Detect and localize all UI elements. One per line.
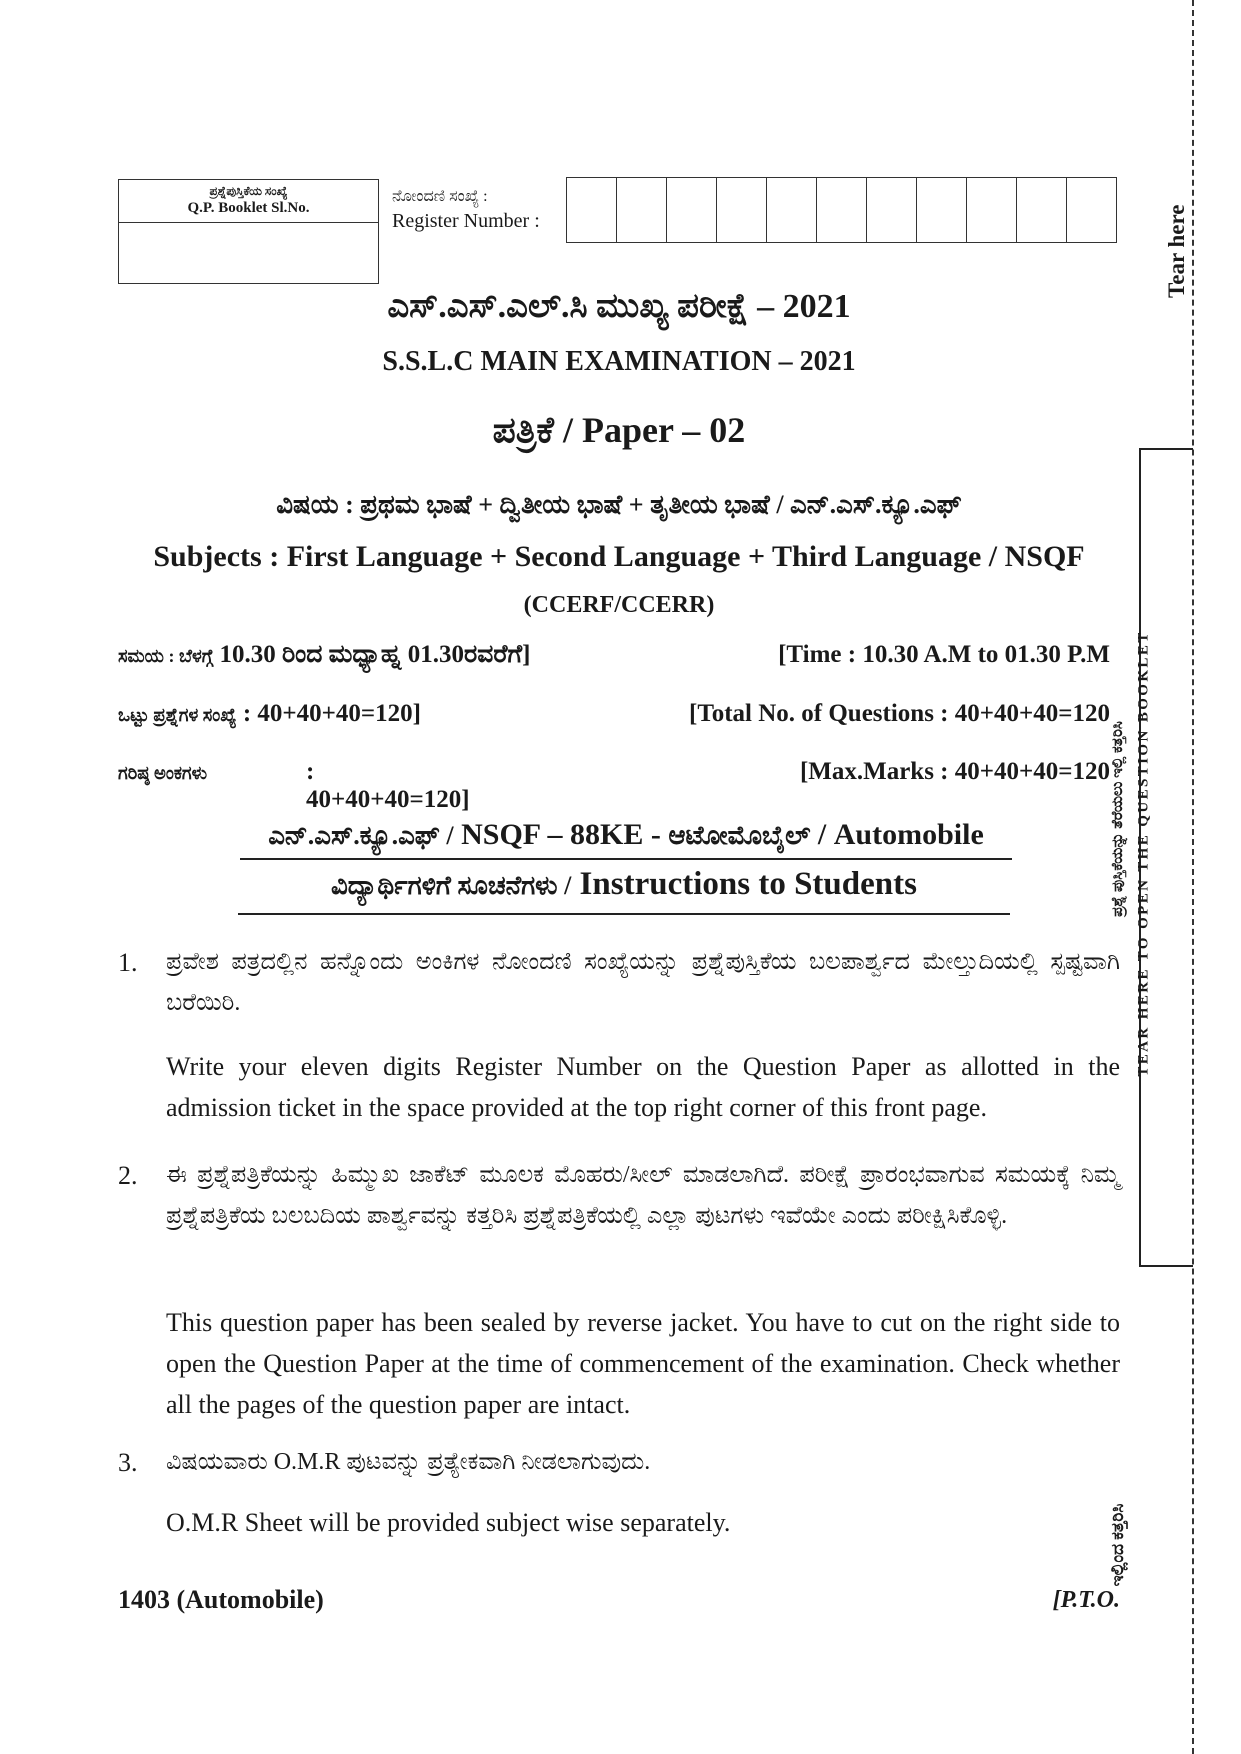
- time-label-kn: ಸಮಯ : ಬೆಳಗ್ಗೆ: [118, 646, 214, 666]
- paper-code-footer: 1403 (Automobile): [118, 1585, 324, 1614]
- register-digit-box[interactable]: [817, 178, 867, 242]
- booklet-label-kn: ಪ್ರಶ್ನೆಪುಸ್ತಿಕೆಯ ಸಂಖ್ಯೆ: [209, 184, 288, 198]
- tear-instruction-kn: ಪ್ರಶ್ನೆ ಪುಸ್ತಿಕೆಯನ್ನು ತೆರೆಯಲು ಇಲ್ಲಿ ಕತ್ತರಿಸಿ: [1110, 721, 1126, 917]
- instructions-heading-en: Instructions to Students: [579, 866, 917, 902]
- register-digit-box[interactable]: [717, 178, 767, 242]
- questions-row: [118, 700, 1110, 734]
- cut-here-kn: ಇಲ್ಲಿಂದ ಕತ್ತರಿಸಿ: [1108, 1503, 1127, 1587]
- subject-line-en: / Automobile: [817, 818, 984, 851]
- register-digit-box[interactable]: [867, 178, 917, 242]
- register-label-kn: ನೋಂದಣಿ ಸಂಖ್ಯೆ :: [392, 188, 488, 205]
- exam-title-kn: ಎಸ್.ಎಸ್.ಎಲ್.ಸಿ ಮುಖ್ಯ ಪರೀಕ್ಷೆ – 2021: [387, 288, 851, 325]
- subject-line-kn-prefix: ಎನ್.ಎಸ್.ಕ್ಯೂ.ಎಫ್ /: [268, 821, 454, 850]
- register-digit-box[interactable]: [617, 178, 667, 242]
- time-value-en: [Time : 10.30 A.M to 01.30 P.M: [778, 641, 1110, 668]
- time-row: [118, 641, 1110, 675]
- instruction-number: 3.: [118, 1448, 138, 1477]
- questions-value-en: [Total No. of Questions : 40+40+40=120: [689, 700, 1110, 727]
- marks-value-kn: : 40+40+40=120]: [306, 758, 470, 813]
- marks-label-kn: ಗರಿಷ್ಠ ಅಂಕಗಳು: [118, 763, 208, 783]
- subject-code: (CCERF/CCERR): [523, 592, 715, 618]
- instruction-text-en: Write your eleven digits Register Number on the Question Paper as allotted in the admission ticket in the space provided at the top right corner of this front page.: [166, 1052, 1120, 1122]
- register-digit-box[interactable]: [667, 178, 717, 242]
- tear-here-label: Tear here: [1164, 204, 1189, 298]
- register-number-label: [392, 184, 540, 234]
- register-digit-box[interactable]: [767, 178, 817, 242]
- subjects-kn: ವಿಷಯ : ಪ್ರಥಮ ಭಾಷೆ + ದ್ವಿತೀಯ ಭಾಷೆ + ತೃತೀಯ ಭಾಷೆ / ಎನ್.ಎಸ್.ಕ್ಯೂ.ಎಫ್: [276, 490, 962, 519]
- booklet-label-en: Q.P. Booklet Sl.No.: [187, 200, 310, 216]
- marks-row: [118, 758, 1110, 813]
- instruction-text-kn: ಈ ಪ್ರಶ್ನೆಪತ್ರಿಕೆಯನ್ನು ಹಿಮ್ಮುಖ ಜಾಕೆಟ್ ಮೂಲಕ ಮೊಹರು/ಸೀಲ್ ಮಾಡಲಾಗಿದೆ. ಪರೀಕ್ಷೆ ಪ್ರಾರಂಭವಾಗುವ ಸಮಯಕ್ಕೆ ನಿಮ್ಮ ಪ್ರಶ್ನೆಪತ್ರಿಕೆಯ ಬಲಬದಿಯ ಪಾರ್ಶ್ವವನ್ನು ಕತ್ತರಿಸಿ ಪ್ರಶ್ನೆಪತ್ರಿಕೆಯಲ್ಲಿ ಎಲ್ಲಾ ಪುಟಗಳು ಇವೆಯೇ ಎಂದು ಪರೀಕ್ಷಿಸಿಕೊಳ್ಳಿ.: [166, 1162, 1120, 1229]
- questions-label-kn: ಒಟ್ಟು ಪ್ರಶ್ನೆಗಳ ಸಂಖ್ಯೆ: [118, 705, 237, 725]
- instructions-heading: [238, 866, 1010, 915]
- booklet-number-box: [118, 179, 379, 284]
- register-digit-box[interactable]: [917, 178, 967, 242]
- instruction-text-en: O.M.R Sheet will be provided subject wise separately.: [166, 1508, 731, 1537]
- subject-line: [240, 818, 1012, 860]
- time-value-kn: 10.30 ರಿಂದ ಮಧ್ಯಾಹ್ನ 01.30ರವರೆಗೆ]: [219, 641, 531, 668]
- booklet-number-label: [119, 180, 378, 223]
- exam-title-en: S.S.L.C MAIN EXAMINATION – 2021: [382, 346, 856, 377]
- questions-value-kn: : 40+40+40=120]: [242, 700, 421, 727]
- instruction-number: 1.: [118, 948, 138, 977]
- register-label-en: Register Number :: [392, 210, 540, 232]
- register-digit-box[interactable]: [567, 178, 617, 242]
- marks-value-en: [Max.Marks : 40+40+40=120: [799, 758, 1110, 785]
- instruction-text-kn: ಪ್ರವೇಶ ಪತ್ರದಲ್ಲಿನ ಹನ್ನೊಂದು ಅಂಕಿಗಳ ನೋಂದಣಿ ಸಂಖ್ಯೆಯನ್ನು ಪ್ರಶ್ನೆಪುಸ್ತಿಕೆಯ ಬಲಪಾರ್ಶ್ವದ ಮೇಲ್ತುದಿಯಲ್ಲಿ ಸ್ಪಷ್ಟವಾಗಿ ಬರೆಯಿರಿ.: [166, 949, 1120, 1016]
- register-number-boxes: [566, 177, 1117, 243]
- subject-line-kn-mid: ಆಟೋಮೊಬೈಲ್: [668, 821, 811, 850]
- instruction-text-en: This question paper has been sealed by reverse jacket. You have to cut on the right side to open the Question Paper at the time of commencement of the examination. Check whether all the pages of the question paper are intact.: [166, 1308, 1120, 1419]
- register-digit-box[interactable]: [1017, 178, 1067, 242]
- pto-footer: [P.T.O.: [1052, 1587, 1120, 1613]
- subjects-en: Subjects : First Language + Second Language + Third Language / NSQF: [153, 540, 1085, 573]
- paper-number: ಪತ್ರಿಕೆ / Paper – 02: [492, 410, 746, 450]
- instruction-text-kn: ವಿಷಯವಾರು O.M.R ಪುಟವನ್ನು ಪ್ರತ್ಯೇಕವಾಗಿ ನೀಡಲಾಗುವುದು.: [166, 1449, 651, 1475]
- tear-instruction-en: TEAR HERE TO OPEN THE QUESTION BOOKLET: [1135, 630, 1152, 1077]
- register-digit-box[interactable]: [967, 178, 1017, 242]
- instruction-number: 2.: [118, 1161, 138, 1190]
- register-digit-box[interactable]: [1067, 178, 1116, 242]
- subject-line-code: NSQF – 88KE -: [461, 818, 661, 851]
- instructions-heading-kn: ವಿದ್ಯಾರ್ಥಿಗಳಿಗೆ ಸೂಚನೆಗಳು /: [331, 871, 572, 900]
